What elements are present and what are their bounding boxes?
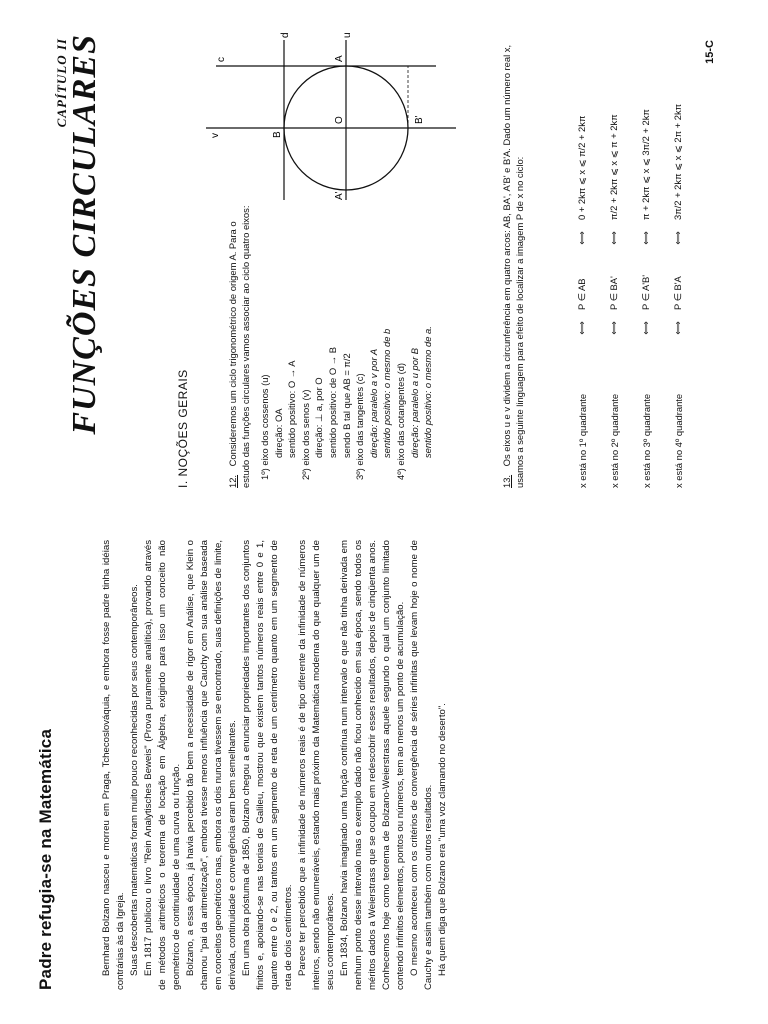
biography-column xyxy=(100,540,450,990)
quadrant-range: 3π/2 + 2kπ ⩽ x ⩽ 2π + 2kπ xyxy=(672,103,683,220)
bio-paragraph: Bolzano, a essa época, já havia percebido tão bem a necessidade de rigor em Análise, que Klein o chamou "pai da aritmetização", embora tivesse menos influência que Cauchy com sua análise baseada em conceitos geométricos mas, embora os dois nunca tivessem se encontrado, suas definições de limite, derivada, continuidade e convergência eram bem semelhantes. xyxy=(185,540,238,990)
iff-symbol: ⟺ xyxy=(672,231,683,245)
axis-line: direção: OA xyxy=(272,408,284,458)
label-u: u xyxy=(342,32,353,38)
bio-paragraph: Parece ter percebido que a infinidade de números reais é de tipo diferente da infinidade de números inteiros, sendo não enumeráveis, estando mais próximo da Matemática moderna do que qualquer um de seus contemporâneos. xyxy=(297,540,336,990)
quadrant-row xyxy=(598,28,630,488)
axes-list xyxy=(258,326,435,480)
item-number: 12. xyxy=(227,474,238,488)
quadrant-where: x está no 1º quadrante xyxy=(576,393,588,488)
bio-paragraph: Em 1834, Bolzano havia imaginado uma função contínua num intervalo e que não tinha derivada em nenhum ponto desse intervalo mas o exemplo dado não ficou conhecido em sua época, sendo todos os méritos dados a Weierstrass que se ocupou em redescobrir esses resultados, depois de cinqüenta anos. Conhecemos hoje como teorema de Bolzano-Weierstrass aquele segundo o qual um conjunto limitado contendo infinitos elementos, pontos ou números, tem ao menos um ponto de acumulação. xyxy=(339,540,406,990)
axis-label: 2º) eixo dos senos (v) xyxy=(299,389,311,480)
page-number: 15-C xyxy=(704,40,716,64)
iff-symbol: ⟺ xyxy=(576,321,587,335)
iff-symbol: ⟺ xyxy=(640,321,651,335)
label-c: c xyxy=(216,57,227,62)
axis-line: direção: ⊥ a, por O xyxy=(313,377,325,458)
iff-symbol: ⟺ xyxy=(608,321,619,335)
label-A: A xyxy=(334,55,345,62)
axis-line: sentido positivo: o mesmo de b xyxy=(381,328,393,458)
quadrant-cond: P ∈ B'A xyxy=(672,276,683,310)
quadrant-range: 0 + 2kπ ⩽ x ⩽ π/2 + 2kπ xyxy=(576,115,587,220)
quadrant-where: x está no 4º quadrante xyxy=(672,393,684,488)
sidebar-title: Padre refugia-se na Matemática xyxy=(36,728,55,990)
bio-paragraph: Em uma obra póstuma de 1850, Bolzano chegou a enunciar propriedades importantes dos conjuntos finitos e, apoiando-se nas teorias de Galileu, mostrou que existem tantos números reais entre 0 e 1, quanto entre 0 e 2, ou tantos em um segmento de reta de um centímetro quanto em um segmento de reta de dois centímetros. xyxy=(241,540,294,990)
axis-line: sentido positivo: O → A xyxy=(286,360,298,458)
quadrant-row xyxy=(566,28,598,488)
chapter-page xyxy=(0,26,768,496)
iff-symbol: ⟺ xyxy=(672,321,683,335)
axis-label: 1º) eixo dos cossenos (u) xyxy=(259,374,270,480)
quadrant-cond: P ∈ BA' xyxy=(608,276,619,310)
label-v: v xyxy=(210,133,221,138)
label-B: B xyxy=(272,131,283,138)
quadrant-where: x está no 2º quadrante xyxy=(608,393,620,488)
chapter-label: CAPÍTULO II xyxy=(54,38,69,128)
axis-line: direção: paralelo a v por A xyxy=(367,348,379,458)
axis-line: sentido positivo: de O → B xyxy=(326,347,338,458)
item-text: Os eixos u e v dividem a circunferência em quatro arcos: AB, BA', A'B' e B'A. Dado um número real x, usamos a seguinte linguagem para efeito de localizar a imagem P de x no ciclo: xyxy=(501,44,525,488)
label-d: d xyxy=(280,32,291,38)
axis-label: 3º) eixo das tangentes (c) xyxy=(354,373,366,480)
quadrant-where: x está no 3º quadrante xyxy=(640,393,652,488)
quadrant-range: π + 2kπ ⩽ x ⩽ 3π/2 + 2kπ xyxy=(640,109,651,220)
quadrant-cond: P ∈ AB xyxy=(576,278,587,310)
item-number: 13. xyxy=(501,474,512,488)
bio-paragraph: Bernhard Bolzano nasceu e morreu em Praga, Tchecoslováquia, e embora fosse padre tinha idéias contrárias às da Igreja. xyxy=(101,540,126,990)
item-13 xyxy=(500,38,526,488)
trig-circle-diagram xyxy=(196,30,486,200)
quadrant-row xyxy=(630,28,662,488)
quadrant-range: π/2 + 2kπ ⩽ x ⩽ π + 2kπ xyxy=(608,114,619,220)
iff-symbol: ⟺ xyxy=(640,231,651,245)
label-A-prime: A' xyxy=(334,191,345,200)
quadrant-row xyxy=(662,28,694,488)
item-12 xyxy=(226,192,252,488)
chapter-title: FUNÇÕES CIRCULARES xyxy=(66,34,103,435)
quadrant-cond: P ∈ A'B' xyxy=(640,274,651,310)
bio-paragraph: Há quem diga que Bolzano era "uma voz clamando no deserto". xyxy=(437,703,448,976)
item-text: Consideremos um ciclo trigonométrico de origem A. Para o estudo das funções circulares vamos associar ao ciclo quatro eixos: xyxy=(227,205,251,488)
label-O: O xyxy=(334,116,345,124)
quadrant-table xyxy=(566,28,694,488)
axis-line: sendo B tal que AB = π/2 xyxy=(340,353,352,458)
axis-label: 4º) eixo das cotangentes (d) xyxy=(394,362,406,480)
bio-paragraph: Suas descobertas matemáticas foram muito pouco reconhecidas por seus contemporâneos. xyxy=(129,584,140,976)
bio-paragraph: O mesmo aconteceu com os critérios de convergência de séries infinitas que levam hoje o nome de Cauchy e assim também com outros resultados. xyxy=(409,540,434,990)
iff-symbol: ⟺ xyxy=(576,231,587,245)
axis-line: direção: paralelo a u por B xyxy=(408,348,420,458)
axis-line: sentido positivo: o mesmo de a. xyxy=(422,326,434,458)
bio-paragraph: Em 1817 publicou o livro "Rein Analytisches Beweis" (Prova puramente analítica), provando através de métodos aritméticos o teorema de locação em Álgebra, exigindo para isso um conceito não geométrico de continuidade de uma curva ou função. xyxy=(143,540,182,990)
section-heading: I. NOÇÕES GERAIS xyxy=(176,369,190,488)
label-B-prime: B' xyxy=(414,115,425,124)
iff-symbol: ⟺ xyxy=(608,231,619,245)
